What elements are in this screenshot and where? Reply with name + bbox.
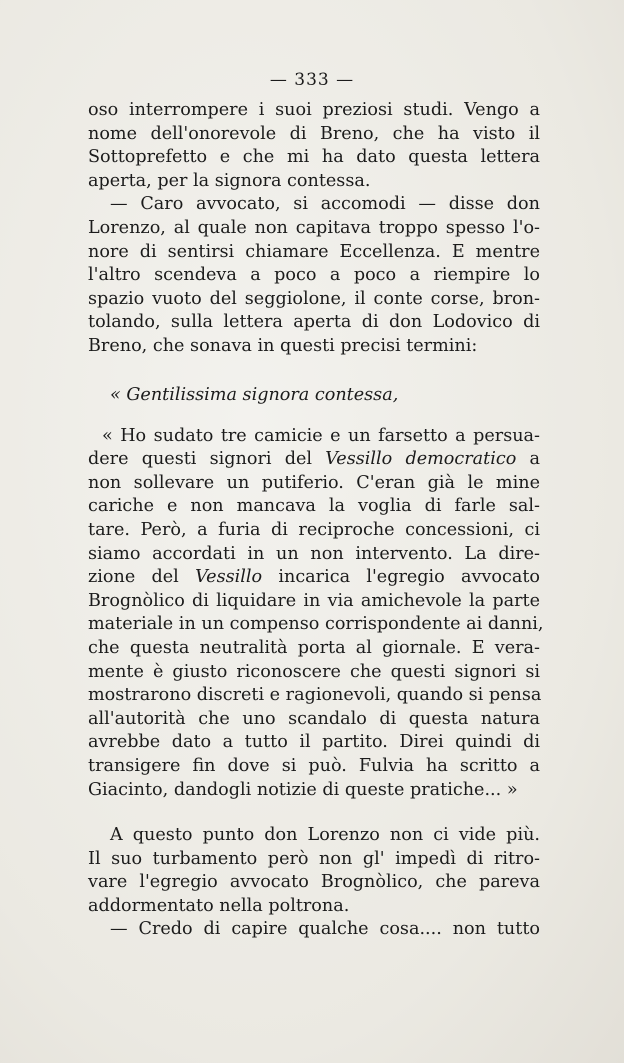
letter-quote xyxy=(88,384,544,802)
text-line: A questo punto don Lorenzo non ci vide più. xyxy=(110,825,540,845)
text-line: — Caro avvocato, si accomodi — disse don xyxy=(110,194,540,215)
text-line: l'altro scendeva a poco a poco a riempire lo xyxy=(88,265,540,286)
text-line: nome dell'onorevole di Breno, che ha visto il xyxy=(88,123,540,144)
newspaper-name: Vessillo democratico xyxy=(325,449,517,470)
text-line: che questa neutralità porta al giornale. E vera- xyxy=(88,637,540,658)
text-line: siamo accordati in un non intervento. La dire- xyxy=(88,543,540,564)
text-run: zione del xyxy=(88,567,196,588)
text-line: materiale in un compenso corrispondente ai danni, xyxy=(88,614,544,635)
text-line: Brognòlico di liquidare in via amichevole la parte xyxy=(88,590,540,611)
spacer xyxy=(88,408,540,425)
text-line: mostrarono discreti e ragionevoli, quando si pensa xyxy=(88,685,542,706)
text-line: addormentato nella poltrona. xyxy=(88,895,350,916)
salutation-text: « Gentilissima signora contessa, xyxy=(110,385,399,405)
page-number: — 333 — xyxy=(269,70,355,90)
text-line: tolando, sulla lettera aperta di don Lodovico di xyxy=(88,312,540,333)
text-line: mente è giusto riconoscere che questi signori si xyxy=(88,661,540,682)
text-line: Giacinto, dandogli notizie di queste pratiche... » xyxy=(88,779,518,800)
text-line: avrebbe dato a tutto il partito. Direi quindi di xyxy=(88,732,540,753)
letter-salutation xyxy=(88,384,540,408)
text-line: spazio vuoto del seggiolone, il conte corse, bron- xyxy=(88,288,540,309)
text-line: « Ho sudato tre camicie e un farsetto a persua- xyxy=(102,425,540,446)
text-run: dere questi signori del xyxy=(88,449,326,470)
text-line: tare. Però, a furia di reciproche concessioni, ci xyxy=(88,519,540,540)
paragraph-visit xyxy=(88,99,540,359)
text-line: non sollevare un putiferio. C'eran già le mine xyxy=(88,472,540,493)
text-line: all'autorità che uno scandalo di questa natura xyxy=(88,708,540,729)
text-run: incarica l'egregio avvocato xyxy=(262,567,540,588)
text-line xyxy=(88,566,540,590)
newspaper-name: Vessillo xyxy=(195,567,263,588)
text-line: Il suo turbamento però non gl' impedì di ritro- xyxy=(88,848,540,869)
text-line: aperta, per la signora contessa. xyxy=(88,170,371,191)
text-line: vare l'egregio avvocato Brognòlico, che pareva xyxy=(88,872,540,893)
text-line: Breno, che sonava in questi precisi termini: xyxy=(88,335,478,356)
text-line: — Credo di capire qualche cosa.... non tutto xyxy=(110,919,540,940)
text-line: nore di sentirsi chiamare Eccellenza. E mentre xyxy=(88,241,540,262)
text-line: transigere fin dove si può. Fulvia ha scritto a xyxy=(88,755,540,776)
text-run: a xyxy=(516,449,540,470)
paragraph-lorenzo xyxy=(88,824,540,942)
text-line xyxy=(88,448,540,472)
text-line: oso interrompere i suoi preziosi studi. Vengo a xyxy=(88,100,540,120)
text-line: Lorenzo, al quale non capitava troppo spesso l'o- xyxy=(88,217,540,238)
text-line: cariche e non mancava la voglia di farle sal- xyxy=(88,496,540,517)
text-line: Sottoprefetto e che mi ha dato questa lettera xyxy=(88,147,540,168)
